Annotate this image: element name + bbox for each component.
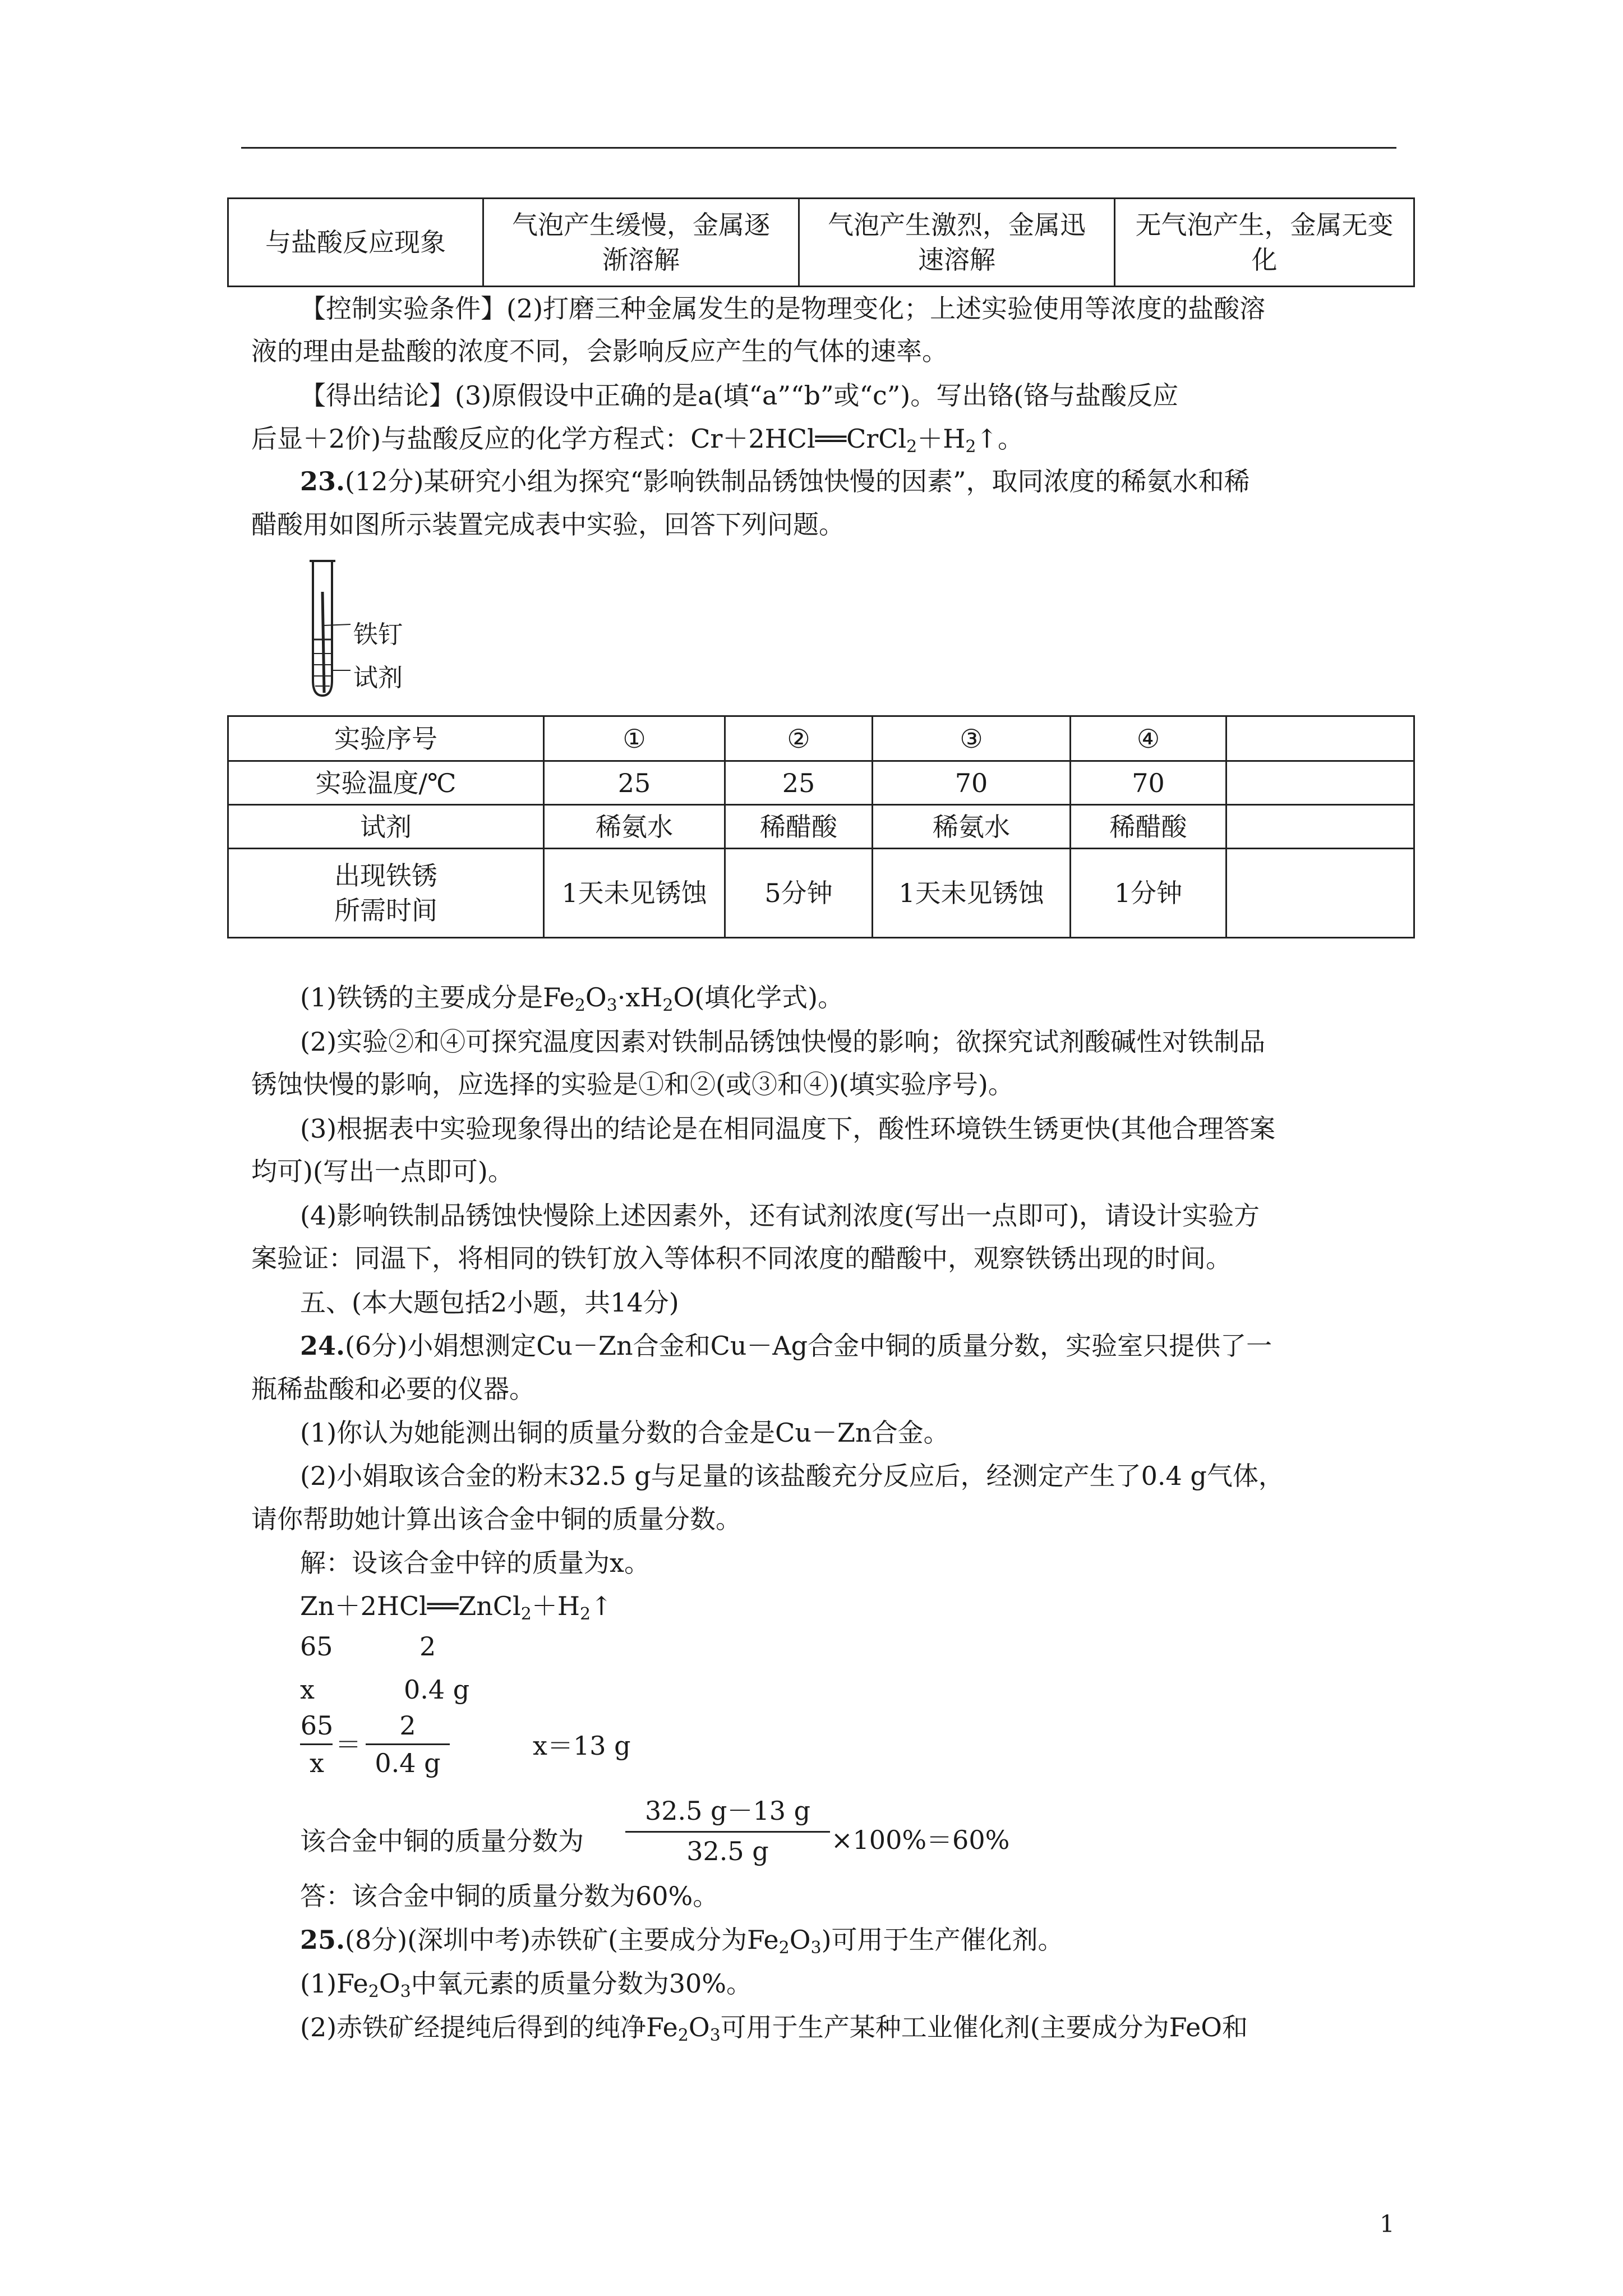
mass-fraction-result: ×100%＝60% <box>831 1825 1010 1855</box>
q23-line-2: 醋酸用如图所示装置完成表中实验，回答下列问题。 <box>251 509 845 540</box>
table-cell: 稀氨水 <box>544 805 725 849</box>
metal-reaction-table <box>227 197 1415 287</box>
table-cell: ④ <box>1071 716 1227 761</box>
q23-answer-3-line-2: 均可)(写出一点即可)。 <box>251 1156 514 1186</box>
q23-answer-2-line-1: (2)实验②和④可探究温度因素对铁制品锈蚀快慢的影响；欲探究试剂酸碱性对铁制品 <box>300 1027 1266 1057</box>
x-result: x＝13 g <box>533 1731 631 1761</box>
q24-solution-intro: 解：设该合金中锌的质量为x。 <box>300 1548 650 1578</box>
table-cell: 稀氨水 <box>873 805 1071 849</box>
fraction-denominator: 32.5 g <box>686 1836 769 1866</box>
q24-answer-1: (1)你认为她能测出铜的质量分数的合金是Cu－Zn合金。 <box>300 1418 949 1448</box>
q24-equation: $Zn+2HCl══ZnCl_2+H_2↑$ <box>300 1591 612 1624</box>
q23-answer-1: (1)铁锈的主要成分是$Fe_2O_3\cdot xH_2O$(填化学式)。 <box>300 982 844 1015</box>
table-cell <box>1227 805 1414 849</box>
table-cell: 气泡产生激烈，金属迅 速溶解 <box>799 199 1115 287</box>
fraction-numerator: 2 <box>399 1710 416 1741</box>
fraction-numerator: 65 <box>300 1710 334 1741</box>
conclusion-line-2: 后显＋2价)与盐酸反应的化学方程式：$Cr+2HCl══CrCl_2+H_2↑$。 <box>251 424 1024 457</box>
table-cell: 实验序号 <box>228 716 544 761</box>
fraction-numerator: 32.5 g－13 g <box>644 1796 811 1826</box>
q25-line-1: 25.(8分)(深圳中考)赤铁矿(主要成分为$Fe_2O_3$)可用于生产催化剂。 <box>300 1925 1064 1958</box>
ratio-65: 65 <box>300 1631 333 1662</box>
ratio-2: 2 <box>419 1631 436 1662</box>
table-cell: 实验温度/℃ <box>228 761 544 805</box>
table-cell: 70 <box>873 761 1071 805</box>
table-cell <box>1227 716 1414 761</box>
table-cell: 出现铁锈 所需时间 <box>228 849 544 938</box>
fraction-bar <box>625 1831 830 1833</box>
q24-line-1: 24.(6分)小娟想测定Cu－Zn合金和Cu－Ag合金中铜的质量分数，实验室只提供了一 <box>300 1331 1272 1361</box>
ratio-x: x <box>300 1674 315 1705</box>
table-cell: 1天未见锈蚀 <box>544 849 725 938</box>
section-heading: 五、(本大题包括2小题，共14分) <box>300 1287 679 1318</box>
table-cell: 5分钟 <box>725 849 873 938</box>
control-line-2: 液的理由是盐酸的浓度不同，会影响反应产生的气体的速率。 <box>251 336 948 366</box>
table-cell: 试剂 <box>228 805 544 849</box>
fraction-denominator: 0.4 g <box>375 1748 441 1778</box>
conclusion-line-1: 【得出结论】(3)原假设中正确的是a(填“a”“b”或“c”)。写出铬(铬与盐酸反应 <box>300 380 1179 411</box>
table-cell: 稀醋酸 <box>1071 805 1227 849</box>
fraction-denominator: x <box>310 1748 324 1778</box>
q25-answer-1: $(1)Fe_2O_3$中氧元素的质量分数为30%。 <box>300 1968 752 2001</box>
table-cell: 25 <box>725 761 873 805</box>
table-cell: 气泡产生缓慢，金属逐 渐溶解 <box>483 199 799 287</box>
q24-final-answer: 答：该合金中铜的质量分数为60%。 <box>300 1881 719 1911</box>
table-cell-label: 与盐酸反应现象 <box>228 199 483 287</box>
table-cell <box>1227 849 1414 938</box>
table-cell: ② <box>725 716 873 761</box>
table-cell: 稀醋酸 <box>725 805 873 849</box>
q23-answer-2-line-2: 锈蚀快慢的影响，应选择的实验是①和②(或③和④)(填实验序号)。 <box>251 1069 1014 1099</box>
table-cell: 70 <box>1071 761 1227 805</box>
q24-line-2: 瓶稀盐酸和必要的仪器。 <box>251 1374 535 1404</box>
fraction-bar <box>300 1743 333 1745</box>
q24-answer-2-line-2: 请你帮助她计算出该合金中铜的质量分数。 <box>251 1504 741 1534</box>
q23-answer-4-line-1: (4)影响铁制品锈蚀快慢除上述因素外，还有试剂浓度(写出一点即可)，请设计实验方 <box>300 1200 1260 1231</box>
table-cell: 无气泡产生，金属无变 化 <box>1115 199 1414 287</box>
control-line-1: 【控制实验条件】(2)打磨三种金属发生的是物理变化；上述实验使用等浓度的盐酸溶 <box>300 293 1266 324</box>
q25-answer-2: (2)赤铁矿经提纯后得到的纯净$Fe_2O_3$可用于生产某种工业催化剂(主要成分为FeO和 <box>300 2012 1248 2045</box>
page-number: 1 <box>1380 2210 1395 2238</box>
header-rule <box>241 147 1396 149</box>
q23-line-1: 23.(12分)某研究小组为探究“影响铁制品锈蚀快慢的因素”，取同浓度的稀氨水和稀 <box>300 466 1250 496</box>
table-cell: ① <box>544 716 725 761</box>
experiment-table <box>227 715 1415 938</box>
table-cell: 25 <box>544 761 725 805</box>
equals-sign: ＝ <box>335 1729 361 1760</box>
mass-fraction-label: 该合金中铜的质量分数为 <box>300 1826 584 1856</box>
table-cell <box>1227 761 1414 805</box>
q23-answer-4-line-2: 案验证：同温下，将相同的铁钉放入等体积不同浓度的醋酸中，观察铁锈出现的时间。 <box>251 1243 1232 1273</box>
table-cell: ③ <box>873 716 1071 761</box>
fraction-bar <box>366 1743 450 1745</box>
label-iron-nail: 铁钉 <box>353 620 403 649</box>
q24-answer-2-line-1: (2)小娟取该合金的粉末32.5 g与足量的该盐酸充分反应后，经测定产生了0.4 g气体， <box>300 1461 1284 1491</box>
label-reagent: 试剂 <box>353 664 403 692</box>
table-cell: 1分钟 <box>1071 849 1227 938</box>
table-cell: 1天未见锈蚀 <box>873 849 1071 938</box>
ratio-mass: 0.4 g <box>404 1674 470 1705</box>
q23-answer-3-line-1: (3)根据表中实验现象得出的结论是在相同温度下，酸性环境铁生锈更快(其他合理答案 <box>300 1114 1276 1144</box>
